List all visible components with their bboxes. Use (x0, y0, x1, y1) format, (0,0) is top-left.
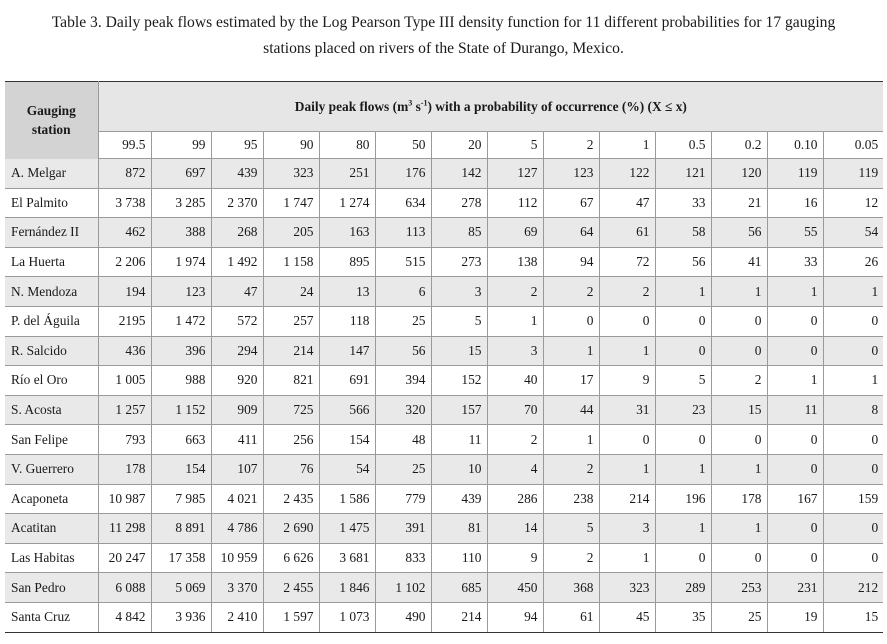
table-row (5, 514, 883, 544)
flow-value-cell: 1 (767, 366, 823, 396)
flow-value-cell: 1 597 (263, 602, 319, 632)
flow-value-cell: 81 (431, 514, 487, 544)
flow-value-cell: 5 069 (151, 573, 211, 603)
flow-value-cell: 23 (655, 395, 711, 425)
flow-value-cell: 1 274 (319, 188, 375, 218)
station-name-cell: El Palmito (5, 188, 98, 218)
flow-value-cell: 176 (375, 159, 431, 189)
flow-value-cell: 257 (263, 306, 319, 336)
flow-value-cell: 821 (263, 366, 319, 396)
flow-value-cell: 1 (599, 454, 655, 484)
flow-value-cell: 323 (599, 573, 655, 603)
flow-value-cell: 0 (823, 306, 883, 336)
flow-value-cell: 15 (711, 395, 767, 425)
flow-value-cell: 61 (599, 218, 655, 248)
flow-value-cell: 2 690 (263, 514, 319, 544)
flow-value-cell: 154 (151, 454, 211, 484)
flow-value-cell: 4 (487, 454, 543, 484)
flow-value-cell: 25 (711, 602, 767, 632)
table-row (5, 159, 883, 189)
table-row (5, 188, 883, 218)
flow-value-cell: 6 088 (98, 573, 151, 603)
flow-value-cell: 20 247 (98, 543, 151, 573)
flow-value-cell: 685 (431, 573, 487, 603)
table-row (5, 454, 883, 484)
flow-value-cell: 0 (655, 306, 711, 336)
station-name-cell: N. Mendoza (5, 277, 98, 307)
flow-value-cell: 2 370 (211, 188, 263, 218)
flow-value-cell: 1 (655, 514, 711, 544)
flow-value-cell: 1 (599, 543, 655, 573)
flow-value-cell: 56 (711, 218, 767, 248)
flow-value-cell: 0 (823, 514, 883, 544)
flow-value-cell: 121 (655, 159, 711, 189)
flow-value-cell: 163 (319, 218, 375, 248)
flow-value-cell: 167 (767, 484, 823, 514)
flow-value-cell: 10 (431, 454, 487, 484)
flow-value-cell: 268 (211, 218, 263, 248)
table-row (5, 484, 883, 514)
flow-value-cell: 159 (823, 484, 883, 514)
flow-value-cell: 138 (487, 247, 543, 277)
station-name-cell: Río el Oro (5, 366, 98, 396)
flow-value-cell: 462 (98, 218, 151, 248)
flow-value-cell: 2 (487, 425, 543, 455)
flow-value-cell: 1 102 (375, 573, 431, 603)
flow-value-cell: 8 891 (151, 514, 211, 544)
flow-value-cell: 1 073 (319, 602, 375, 632)
flow-value-cell: 3 936 (151, 602, 211, 632)
table-row (5, 602, 883, 632)
flow-value-cell: 113 (375, 218, 431, 248)
flow-value-cell: 33 (655, 188, 711, 218)
flow-value-cell: 0 (711, 336, 767, 366)
flow-value-cell: 0 (823, 425, 883, 455)
flow-value-cell: 2 (543, 277, 599, 307)
probability-header-cell: 0.10 (767, 132, 823, 159)
flow-value-cell: 72 (599, 247, 655, 277)
flow-value-cell: 289 (655, 573, 711, 603)
flow-value-cell: 212 (823, 573, 883, 603)
flow-value-cell: 1 846 (319, 573, 375, 603)
flow-value-cell: 47 (599, 188, 655, 218)
flow-value-cell: 45 (599, 602, 655, 632)
flow-value-cell: 61 (543, 602, 599, 632)
flow-value-cell: 2 (711, 366, 767, 396)
flow-value-cell: 123 (151, 277, 211, 307)
flow-value-cell: 833 (375, 543, 431, 573)
table-row (5, 543, 883, 573)
station-name-cell: Acaponeta (5, 484, 98, 514)
flow-value-cell: 44 (543, 395, 599, 425)
station-name-cell: San Felipe (5, 425, 98, 455)
flow-value-cell: 4 786 (211, 514, 263, 544)
flow-value-cell: 436 (98, 336, 151, 366)
flow-value-cell: 0 (655, 543, 711, 573)
flow-value-cell: 64 (543, 218, 599, 248)
flow-value-cell: 16 (767, 188, 823, 218)
flow-value-cell: 119 (823, 159, 883, 189)
flow-value-cell: 895 (319, 247, 375, 277)
flow-value-cell: 69 (487, 218, 543, 248)
flow-value-cell: 214 (431, 602, 487, 632)
flow-value-cell: 231 (767, 573, 823, 603)
flow-value-cell: 152 (431, 366, 487, 396)
flow-value-cell: 439 (431, 484, 487, 514)
table-row (5, 395, 883, 425)
flow-value-cell: 256 (263, 425, 319, 455)
flow-value-cell: 1 747 (263, 188, 319, 218)
flow-value-cell: 793 (98, 425, 151, 455)
daily-peak-flows-header: Daily peak flows ($m^3$ $s^{-1}$) with a probability of occurrence (%) (X ≤ x) (98, 82, 883, 132)
flow-value-cell: 154 (319, 425, 375, 455)
flow-value-cell: 0 (543, 306, 599, 336)
flow-value-cell: 118 (319, 306, 375, 336)
flow-value-cell: 55 (767, 218, 823, 248)
flow-value-cell: 15 (431, 336, 487, 366)
flow-value-cell: 1 152 (151, 395, 211, 425)
flow-value-cell: 10 987 (98, 484, 151, 514)
flow-value-cell: 0 (655, 425, 711, 455)
table-body (5, 159, 883, 633)
flow-value-cell: 9 (599, 366, 655, 396)
flow-value-cell: 41 (711, 247, 767, 277)
flow-value-cell: 147 (319, 336, 375, 366)
station-name-cell: P. del Águila (5, 306, 98, 336)
probability-header-cell: 0.05 (823, 132, 883, 159)
flow-value-cell: 1 (655, 454, 711, 484)
flow-value-cell: 112 (487, 188, 543, 218)
flow-value-cell: 0 (711, 306, 767, 336)
flow-value-cell: 26 (823, 247, 883, 277)
flow-value-cell: 31 (599, 395, 655, 425)
flow-value-cell: 0 (711, 543, 767, 573)
flow-value-cell: 1 005 (98, 366, 151, 396)
flow-value-cell: 0 (823, 454, 883, 484)
station-name-cell: La Huerta (5, 247, 98, 277)
flow-value-cell: 8 (823, 395, 883, 425)
flow-value-cell: 2 410 (211, 602, 263, 632)
flow-value-cell: 572 (211, 306, 263, 336)
probability-header-cell: 5 (487, 132, 543, 159)
flow-value-cell: 323 (263, 159, 319, 189)
station-name-cell: V. Guerrero (5, 454, 98, 484)
flow-value-cell: 1 158 (263, 247, 319, 277)
flow-value-cell: 142 (431, 159, 487, 189)
flow-value-cell: 48 (375, 425, 431, 455)
flow-value-cell: 2195 (98, 306, 151, 336)
flow-value-cell: 1 475 (319, 514, 375, 544)
flow-value-cell: 119 (767, 159, 823, 189)
flow-value-cell: 17 358 (151, 543, 211, 573)
station-name-cell: Santa Cruz (5, 602, 98, 632)
flow-value-cell: 123 (543, 159, 599, 189)
station-name-cell: R. Salcido (5, 336, 98, 366)
flow-value-cell: 920 (211, 366, 263, 396)
flow-value-cell: 5 (543, 514, 599, 544)
flow-value-cell: 634 (375, 188, 431, 218)
flow-value-cell: 0 (767, 543, 823, 573)
flow-value-cell: 5 (431, 306, 487, 336)
flow-value-cell: 4 021 (211, 484, 263, 514)
flow-value-cell: 394 (375, 366, 431, 396)
flow-value-cell: 54 (319, 454, 375, 484)
flow-value-cell: 691 (319, 366, 375, 396)
probability-header-cell: 95 (211, 132, 263, 159)
flow-value-cell: 238 (543, 484, 599, 514)
flow-value-cell: 909 (211, 395, 263, 425)
flow-value-cell: 157 (431, 395, 487, 425)
flow-value-cell: 515 (375, 247, 431, 277)
flow-value-cell: 0 (823, 543, 883, 573)
table-row (5, 218, 883, 248)
flow-value-cell: 25 (375, 454, 431, 484)
flow-value-cell: 2 (487, 277, 543, 307)
flow-value-cell: 253 (711, 573, 767, 603)
station-name-cell: S. Acosta (5, 395, 98, 425)
flow-value-cell: 70 (487, 395, 543, 425)
table-row (5, 336, 883, 366)
flow-value-cell: 273 (431, 247, 487, 277)
flow-value-cell: 47 (211, 277, 263, 307)
flow-value-cell: 24 (263, 277, 319, 307)
flow-value-cell: 56 (655, 247, 711, 277)
flow-value-cell: 3 (431, 277, 487, 307)
flow-value-cell: 251 (319, 159, 375, 189)
flow-value-cell: 3 (599, 514, 655, 544)
flow-value-cell: 6 626 (263, 543, 319, 573)
flow-value-cell: 490 (375, 602, 431, 632)
flow-value-cell: 11 (767, 395, 823, 425)
flow-value-cell: 3 370 (211, 573, 263, 603)
station-name-cell: A. Melgar (5, 159, 98, 189)
table-row (5, 277, 883, 307)
flow-value-cell: 11 298 (98, 514, 151, 544)
flow-value-cell: 0 (711, 425, 767, 455)
flow-value-cell: 107 (211, 454, 263, 484)
probability-header-cell: 90 (263, 132, 319, 159)
flow-value-cell: 205 (263, 218, 319, 248)
flow-value-cell: 214 (263, 336, 319, 366)
flow-value-cell: 0 (767, 336, 823, 366)
flow-value-cell: 14 (487, 514, 543, 544)
flow-value-cell: 58 (655, 218, 711, 248)
probability-header-cell: 20 (431, 132, 487, 159)
flow-value-cell: 1 (599, 336, 655, 366)
probability-header-cell: 1 (599, 132, 655, 159)
flow-value-cell: 286 (487, 484, 543, 514)
flow-value-cell: 2 (543, 543, 599, 573)
table-row (5, 366, 883, 396)
table-caption (6, 10, 881, 62)
flow-value-cell: 2 455 (263, 573, 319, 603)
flow-value-cell: 2 (599, 277, 655, 307)
flow-value-cell: 1 (543, 336, 599, 366)
station-name-cell: Fernández II (5, 218, 98, 248)
flow-value-cell: 76 (263, 454, 319, 484)
flow-value-cell: 388 (151, 218, 211, 248)
flow-value-cell: 11 (431, 425, 487, 455)
probability-header-row (5, 132, 883, 159)
flow-value-cell: 19 (767, 602, 823, 632)
flow-value-cell: 178 (711, 484, 767, 514)
flow-value-cell: 1 (711, 514, 767, 544)
table-row (5, 573, 883, 603)
flow-value-cell: 566 (319, 395, 375, 425)
flow-value-cell: 1 (711, 454, 767, 484)
flow-value-cell: 6 (375, 277, 431, 307)
flow-value-cell: 988 (151, 366, 211, 396)
flow-value-cell: 450 (487, 573, 543, 603)
table-row (5, 425, 883, 455)
flow-value-cell: 5 (655, 366, 711, 396)
flow-value-cell: 1 (823, 277, 883, 307)
flow-value-cell: 3 681 (319, 543, 375, 573)
flow-value-cell: 439 (211, 159, 263, 189)
flow-value-cell: 67 (543, 188, 599, 218)
probability-header-cell: 0.2 (711, 132, 767, 159)
flow-value-cell: 0 (655, 336, 711, 366)
flow-value-cell: 0 (767, 514, 823, 544)
flow-value-cell: 178 (98, 454, 151, 484)
flow-value-cell: 3 285 (151, 188, 211, 218)
flow-value-cell: 779 (375, 484, 431, 514)
flow-value-cell: 0 (767, 306, 823, 336)
flow-value-cell: 110 (431, 543, 487, 573)
flow-value-cell: 9 (487, 543, 543, 573)
flow-value-cell: 411 (211, 425, 263, 455)
probability-header-cell: 50 (375, 132, 431, 159)
probability-header-cell: 99.5 (98, 132, 151, 159)
station-name-cell: Las Habitas (5, 543, 98, 573)
flow-value-cell: 0 (823, 336, 883, 366)
flow-value-cell: 1 (767, 277, 823, 307)
flow-value-cell: 0 (767, 454, 823, 484)
flow-value-cell: 1 472 (151, 306, 211, 336)
flow-value-cell: 1 257 (98, 395, 151, 425)
flow-value-cell: 294 (211, 336, 263, 366)
flow-value-cell: 40 (487, 366, 543, 396)
flow-value-cell: 214 (599, 484, 655, 514)
flow-value-cell: 0 (599, 425, 655, 455)
flow-value-cell: 0 (767, 425, 823, 455)
flow-value-cell: 725 (263, 395, 319, 425)
flow-value-cell: 1 (711, 277, 767, 307)
flow-value-cell: 663 (151, 425, 211, 455)
flow-value-cell: 194 (98, 277, 151, 307)
flow-value-cell: 85 (431, 218, 487, 248)
flow-value-cell: 33 (767, 247, 823, 277)
table-container (5, 81, 883, 633)
caption-line-1: Table 3. Daily peak flows estimated by the Log Pearson Type III density function for 11 different probabilities for 17 gauging (51, 14, 836, 31)
flow-value-cell: 697 (151, 159, 211, 189)
flow-value-cell: 278 (431, 188, 487, 218)
flow-value-cell: 4 842 (98, 602, 151, 632)
flow-value-cell: 54 (823, 218, 883, 248)
flow-value-cell: 1 (823, 366, 883, 396)
flow-value-cell: 120 (711, 159, 767, 189)
flow-value-cell: 196 (655, 484, 711, 514)
flow-value-cell: 2 206 (98, 247, 151, 277)
flow-value-cell: 1 492 (211, 247, 263, 277)
flow-value-cell: 127 (487, 159, 543, 189)
station-name-cell: San Pedro (5, 573, 98, 603)
station-name-cell: Acatitan (5, 514, 98, 544)
probability-header-cell: 80 (319, 132, 375, 159)
caption-line-2: stations placed on rivers of the State of Durango, Mexico. (263, 40, 624, 57)
gauging-station-header: Gauging station (5, 82, 98, 159)
flow-value-cell: 94 (487, 602, 543, 632)
flow-value-cell: 10 959 (211, 543, 263, 573)
flow-value-cell: 94 (543, 247, 599, 277)
flow-value-cell: 396 (151, 336, 211, 366)
flow-value-cell: 122 (599, 159, 655, 189)
flow-value-cell: 56 (375, 336, 431, 366)
flow-value-cell: 2 (543, 454, 599, 484)
flow-value-cell: 15 (823, 602, 883, 632)
flow-value-cell: 1 (543, 425, 599, 455)
flow-value-cell: 2 435 (263, 484, 319, 514)
flow-value-cell: 12 (823, 188, 883, 218)
flow-value-cell: 1 (487, 306, 543, 336)
probability-header-cell: 0.5 (655, 132, 711, 159)
flow-value-cell: 21 (711, 188, 767, 218)
flow-value-cell: 35 (655, 602, 711, 632)
flow-value-cell: 1 974 (151, 247, 211, 277)
flow-value-cell: 13 (319, 277, 375, 307)
flow-value-cell: 1 (655, 277, 711, 307)
flow-value-cell: 368 (543, 573, 599, 603)
table-row (5, 306, 883, 336)
probability-header-cell: 99 (151, 132, 211, 159)
flow-value-cell: 25 (375, 306, 431, 336)
flow-value-cell: 17 (543, 366, 599, 396)
flow-value-cell: 7 985 (151, 484, 211, 514)
flow-value-cell: 0 (599, 306, 655, 336)
table-row (5, 247, 883, 277)
flow-value-cell: 872 (98, 159, 151, 189)
flow-value-cell: 320 (375, 395, 431, 425)
flow-value-cell: 3 (487, 336, 543, 366)
flow-value-cell: 3 738 (98, 188, 151, 218)
flow-value-cell: 1 586 (319, 484, 375, 514)
peak-flows-table (5, 81, 883, 633)
flow-value-cell: 391 (375, 514, 431, 544)
probability-header-cell: 2 (543, 132, 599, 159)
